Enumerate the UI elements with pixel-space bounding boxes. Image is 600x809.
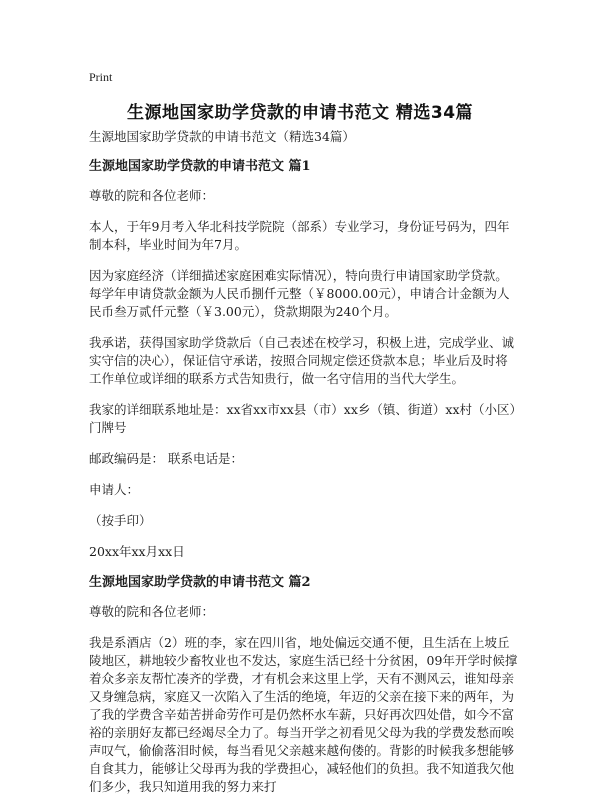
article-heading-2: 生源地国家助学贷款的申请书范文 篇2: [89, 575, 311, 590]
salutation-1: 尊敬的院和各位老师：: [89, 188, 215, 203]
paragraph-1-8: 20xx年xx月xx日: [89, 544, 185, 559]
paragraph-1-5: 邮政编码是： 联系电话是：: [89, 451, 243, 466]
paragraph-1-3: 我承诺，获得国家助学贷款后（自己表述在校学习，积极上进，完成学业、诚实守信的决心），保证信守承诺，按照合同规定偿还贷款本息；毕业后及时将工作单位或详细的联系方式告知贵行，做一名守信用的当代大学生。: [89, 335, 515, 386]
paragraph-2-1: 我是系酒店（2）班的李，家在四川省，地处偏远交通不便，且生活在上坡丘陵地区，耕地较少畜牧业也不发达，家庭生活已经十分贫困，09年开学时候撑着众多亲友帮忙凑齐的学费，才有机会来这里上学，天有不测风云，谁知母亲又身缠急病，家庭又一次陷入了生活的绝境，年迈的父亲在接下来的两年，为了我的学费含辛茹苦拼命劳作可是仍然杯水车薪，只好再次四处借，如今不富裕的亲朋好友都已经竭尽全力了。每当开学之初看见父母为我的学费发愁而唉声叹气，偷偷落泪时候，每当看见父亲越来越佝偻的。背影的时候我多想能够自食其力，能够让父母再为我的学费担心，减轻他们的负担。我不知道我欠他们多少，我只知道用我的努力来打: [89, 635, 518, 794]
paragraph-1-4: 我家的详细联系地址是：xx省xx市xx县（市）xx乡（镇、街道）xx村（小区）门牌号: [89, 402, 516, 435]
paragraph-1-7: （按手印）: [89, 513, 152, 528]
article-heading-1: 生源地国家助学贷款的申请书范文 篇1: [89, 159, 311, 174]
paragraph-1-2: 因为家庭经济（详细描述家庭困难实际情况），特向贵行申请国家助学贷款。每学年申请贷款金额为人民币捌仟元整（￥8000.00元），申请合计金额为人民币叁万贰仟元整（￥3.00元），贷款期限为240个月。: [89, 268, 510, 319]
paragraph-1-1: 本人，于年9月考入华北科技学院院（部系）专业学习，身份证号码为，四年制本科，毕业时间为年7月。: [89, 219, 510, 252]
intro-text: 生源地国家助学贷款的申请书范文（精选34篇）: [89, 129, 355, 144]
paragraph-1-6: 申请人：: [89, 482, 140, 497]
document-body: [89, 128, 519, 809]
page-title: 生源地国家助学贷款的申请书范文 精选34篇: [126, 103, 474, 123]
salutation-2: 尊敬的院和各位老师：: [89, 604, 215, 619]
print-link[interactable]: Print: [89, 70, 113, 84]
